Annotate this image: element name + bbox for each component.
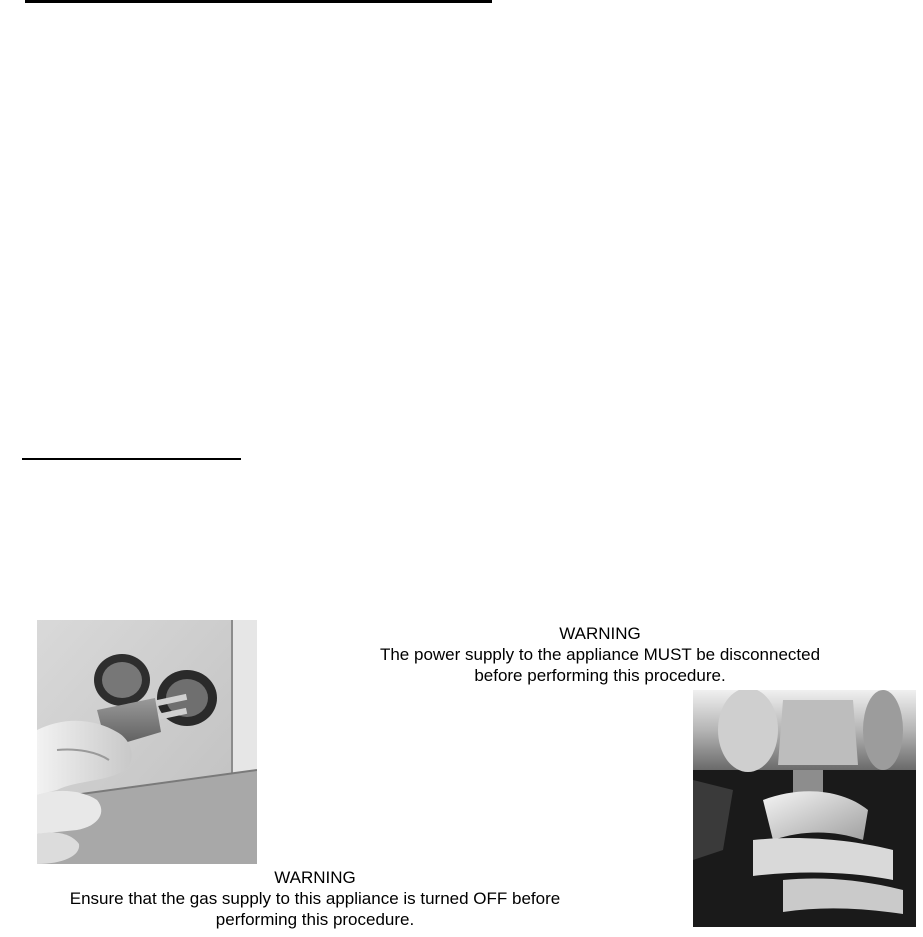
gas-warning-line-1: Ensure that the gas supply to this appliance is turned OFF before	[69, 889, 561, 908]
top-underline-rule	[25, 0, 492, 3]
gas-valve-photo	[693, 690, 916, 927]
power-warning-line-2: before performing this procedure.	[474, 666, 726, 685]
plug-disconnect-photo	[37, 620, 257, 864]
power-warning-title: WARNING	[559, 624, 641, 643]
gas-warning-line-2: performing this procedure.	[215, 910, 415, 929]
gas-warning-title: WARNING	[274, 868, 356, 887]
gas-warning	[5, 867, 625, 930]
section-underline-rule	[22, 458, 241, 460]
power-warning	[325, 623, 875, 686]
power-warning-line-1: The power supply to the appliance MUST be disconnected	[379, 645, 821, 664]
